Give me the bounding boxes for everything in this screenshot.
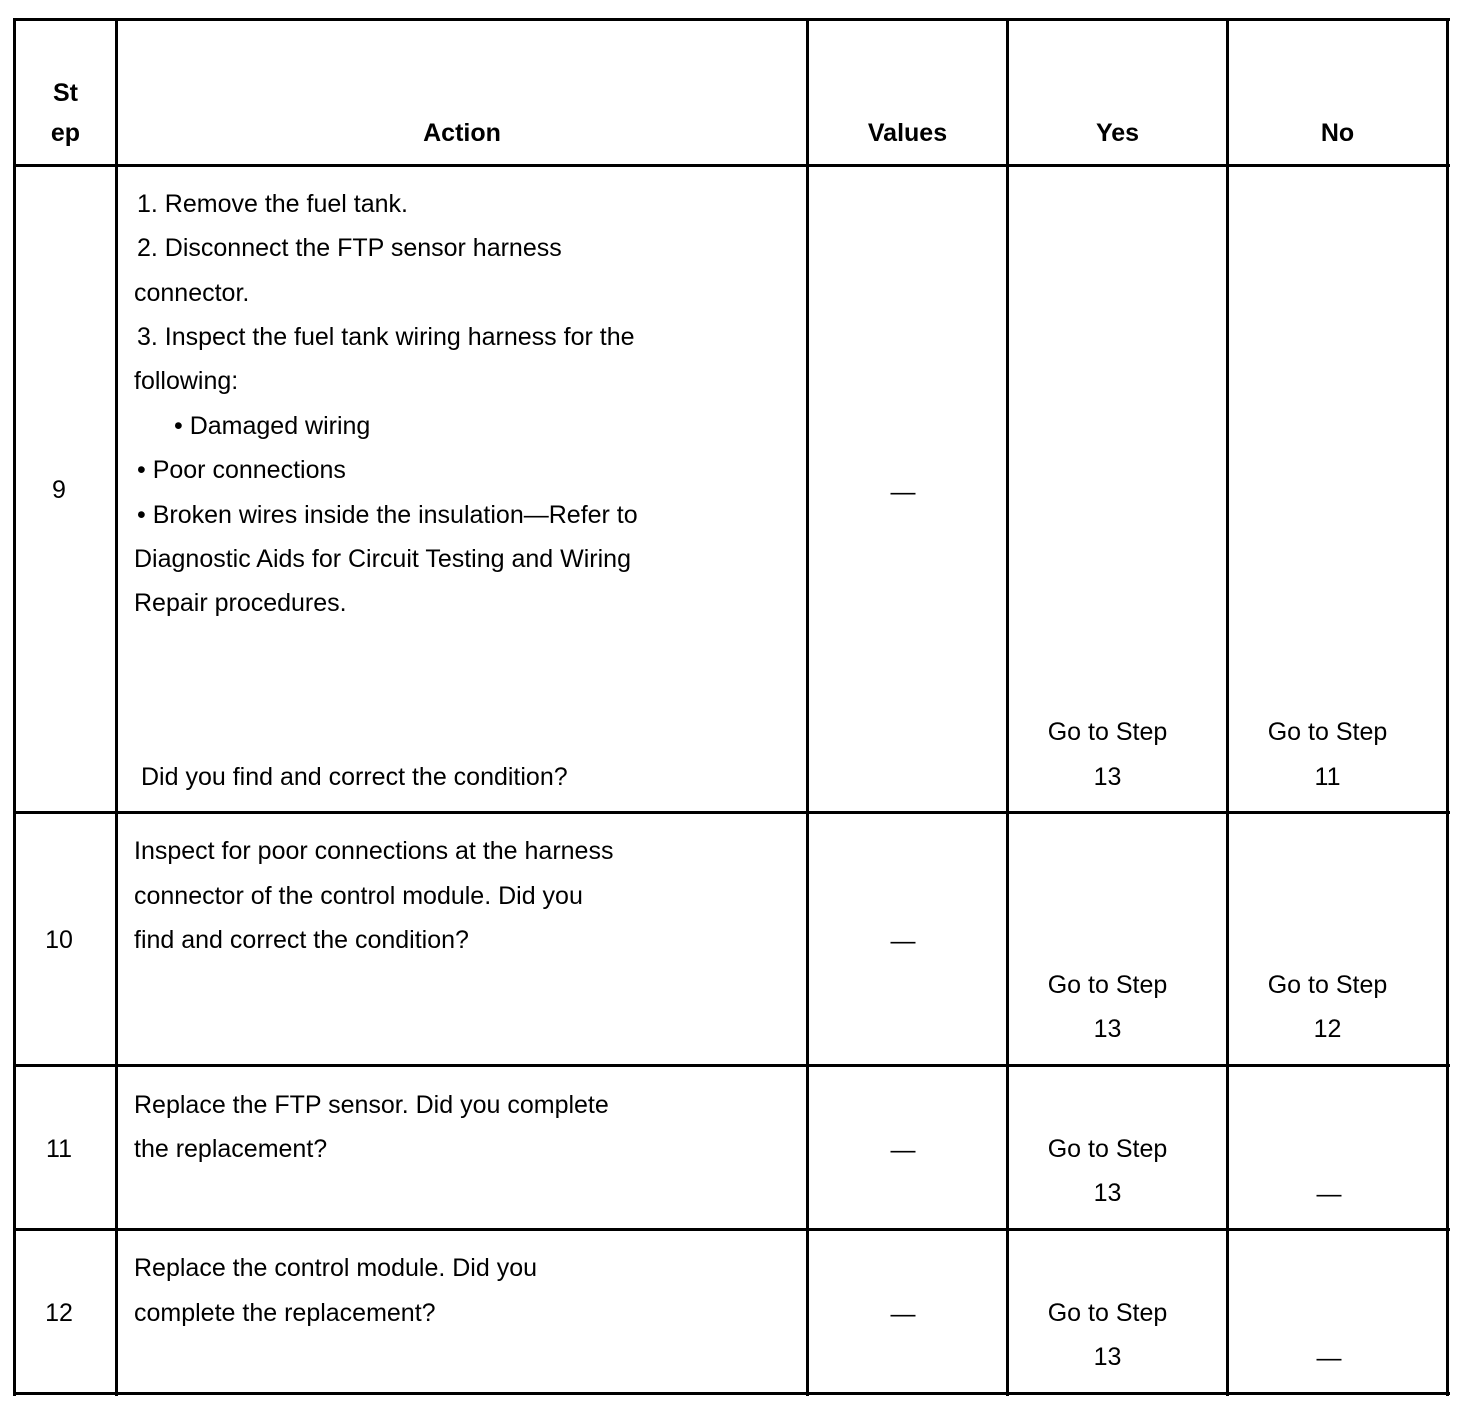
header-action: Action (423, 119, 501, 147)
step-number: 11 (46, 1135, 72, 1163)
values-cell: — (890, 1300, 916, 1328)
row-divider (13, 1228, 1450, 1231)
action-line: find and correct the condition? (134, 926, 469, 954)
values-cell: — (890, 927, 916, 955)
col-divider (115, 18, 118, 1396)
action-line: the replacement? (134, 1135, 328, 1163)
header-values: Values (867, 119, 948, 147)
col-divider (13, 18, 16, 1396)
action-line: 1. Remove the fuel tank. (137, 190, 408, 218)
header-divider (13, 164, 1450, 167)
row-divider (13, 811, 1450, 814)
col-divider (806, 18, 809, 1396)
no-cell: Go to Step (1267, 718, 1388, 746)
table-border-top (13, 18, 1450, 21)
yes-cell: Go to Step (1047, 1135, 1168, 1163)
yes-cell: 13 (1093, 1343, 1122, 1371)
yes-cell: Go to Step (1047, 1299, 1168, 1327)
step-number: 9 (52, 476, 66, 504)
row-divider (13, 1064, 1450, 1067)
no-cell: 12 (1313, 1015, 1342, 1043)
values-cell: — (890, 478, 916, 506)
action-line: 3. Inspect the fuel tank wiring harness for the (137, 323, 635, 351)
no-cell: Go to Step (1267, 971, 1388, 999)
yes-cell: Go to Step (1047, 971, 1168, 999)
yes-cell: 13 (1093, 1015, 1122, 1043)
header-step-line1: St (53, 79, 78, 107)
step-number: 10 (45, 926, 73, 954)
action-line: Replace the control module. Did you (134, 1254, 538, 1282)
col-divider (1446, 18, 1449, 1396)
no-cell: — (1316, 1344, 1342, 1372)
header-step-line2: ep (50, 119, 81, 147)
action-line: following: (134, 367, 239, 395)
action-line: Diagnostic Aids for Circuit Testing and Wiring (134, 545, 631, 573)
col-divider (1226, 18, 1229, 1396)
yes-cell: 13 (1093, 763, 1122, 791)
action-line: Inspect for poor connections at the harness (134, 837, 614, 865)
action-line: connector. (134, 279, 250, 307)
table-border-bottom (13, 1392, 1450, 1395)
action-question: Did you find and correct the condition? (141, 763, 568, 791)
values-cell: — (890, 1136, 916, 1164)
action-line: complete the replacement? (134, 1299, 436, 1327)
step-number: 12 (45, 1299, 73, 1327)
header-yes: Yes (1095, 119, 1140, 147)
action-line: • Damaged wiring (174, 412, 371, 440)
action-line: Replace the FTP sensor. Did you complete (134, 1091, 609, 1119)
yes-cell: Go to Step (1047, 718, 1168, 746)
no-cell: — (1316, 1180, 1342, 1208)
action-line: • Poor connections (137, 456, 346, 484)
action-line: 2. Disconnect the FTP sensor harness (137, 234, 562, 262)
action-line: • Broken wires inside the insulation—Refer to (137, 501, 638, 529)
action-line: Repair procedures. (134, 589, 347, 617)
yes-cell: 13 (1093, 1179, 1122, 1207)
no-cell: 11 (1314, 763, 1341, 791)
action-line: connector of the control module. Did you (134, 882, 583, 910)
header-no: No (1320, 119, 1355, 147)
